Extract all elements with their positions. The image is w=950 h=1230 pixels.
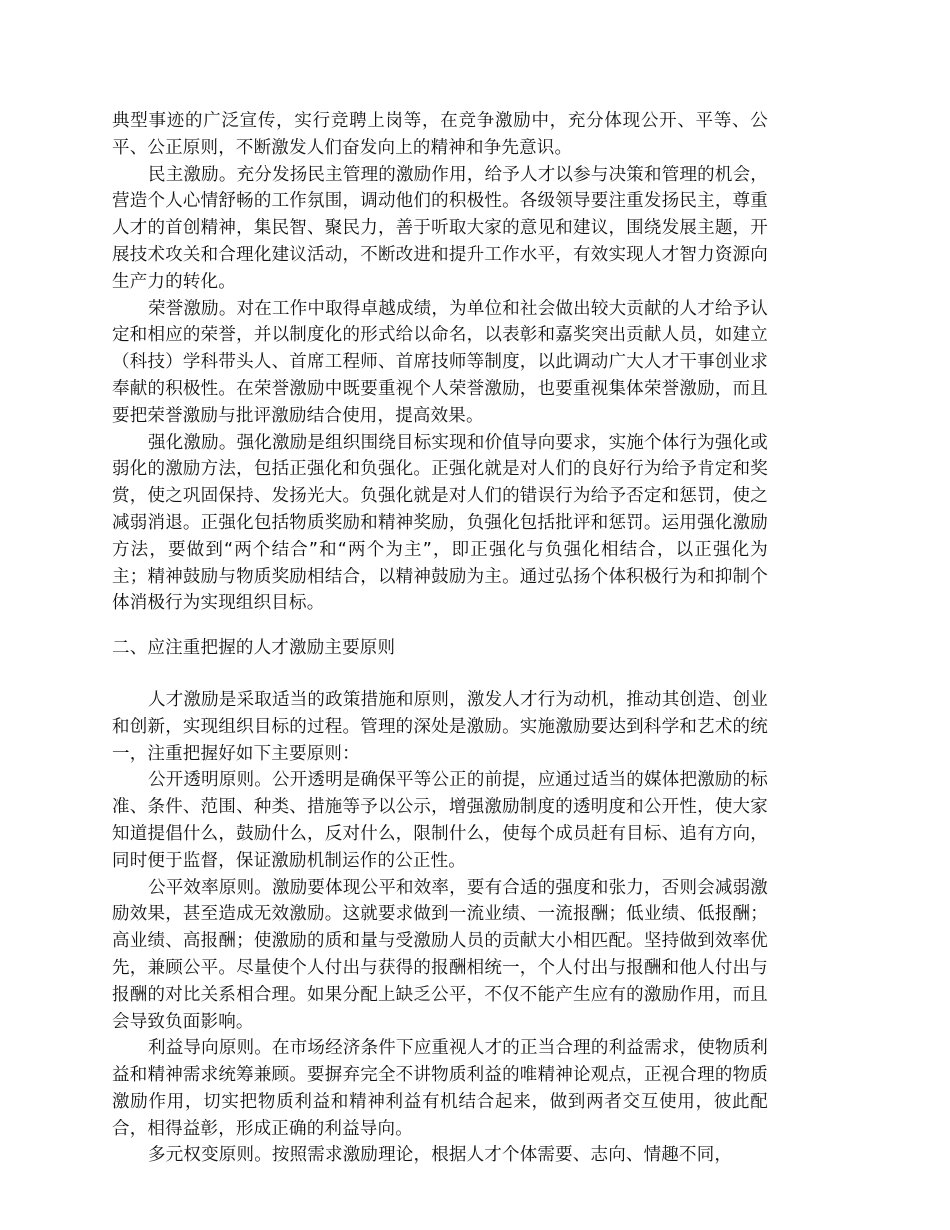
paragraph-transparency-principle: 公开透明原则。公开透明是确保平等公正的前提，应通过适当的媒体把激励的标准、条件、范围、种类、措施等予以公示，增强激励制度的透明度和公开性，使大家知道提倡什么，鼓励什么，反对什么，限制什么，使每个成员赶有目标、追有方向，同时便于监督，保证激励机制运作的公正性。	[112, 770, 768, 871]
paragraph-continuation: 典型事迹的广泛宣传，实行竞聘上岗等，在竞争激励中，充分体现公开、平等、公平、公正原则，不断激发人们奋发向上的精神和争先意识。	[112, 111, 768, 158]
paragraph-interest-principle: 利益导向原则。在市场经济条件下应重视人才的正当合理的利益需求，使物质利益和精神需求统筹兼顾。要摒弃完全不讲物质利益的唯精神论观点，正视合理的物质激励作用，切实把物质利益和精神利益有机结合起来，做到两者交互使用，彼此配合，相得益彰，形成正确的利益导向。	[112, 1038, 768, 1139]
spacer	[112, 662, 768, 687]
paragraph-principles-intro: 人才激励是采取适当的政策措施和原则，激发人才行为动机，推动其创造、创业和创新，实现组织目标的过程。管理的深处是激励。实施激励要达到科学和艺术的统一，注重把握好如下主要原则：	[112, 689, 768, 764]
paragraph-reinforcement-incentive: 强化激励。强化激励是组织围绕目标实现和价值导向要求，实施个体行为强化或弱化的激励方法，包括正强化和负强化。正强化就是对人们的良好行为给予肯定和奖赏，使之巩固保持、发扬光大。负强化就是对人们的错误行为给予否定和惩罚，使之减弱消退。正强化包括物质奖励和精神奖励，负强化包括批评和惩罚。运用强化激励方法，要做到“两个结合”和“两个为主”，即正强化与负强化相结合，以正强化为主；精神鼓励与物质奖励相结合，以精神鼓励为主。通过弘扬个体积极行为和抑制个体消极行为实现组织目标。	[112, 432, 768, 614]
paragraph-honor-incentive: 荣誉激励。对在工作中取得卓越成绩，为单位和社会做出较大贡献的人才给予认定和相应的荣誉，并以制度化的形式给以命名，以表彰和嘉奖突出贡献人员，如建立（科技）学科带头人、首席工程师、首席技师等制度，以此调动广大人才干事创业求奉献的积极性。在荣誉激励中既要重视个人荣誉激励，也要重视集体荣誉激励，而且要把荣誉激励与批评激励结合使用，提高效果。	[112, 298, 768, 426]
paragraph-flexible-principle: 多元权变原则。按照需求激励理论，根据人才个体需要、志向、情趣不同，	[148, 1145, 733, 1166]
section-heading: 二、应注重把握的人才激励主要原则	[112, 638, 396, 659]
paragraph-fairness-principle: 公平效率原则。激励要体现公平和效率，要有合适的强度和张力，否则会减弱激励效果，甚至造成无效激励。这就要求做到一流业绩、一流报酬；低业绩、低报酬；高业绩、高报酬；使激励的质和量与受激励人员的贡献大小相匹配。坚持做到效率优先，兼顾公平。尽量使个人付出与获得的报酬相统一，个人付出与报酬和他人付出与报酬的对比关系相合理。如果分配上缺乏公平，不仅不能产生应有的激励作用，而且会导致负面影响。	[112, 877, 768, 1032]
spacer	[112, 617, 768, 635]
paragraph-democratic-incentive: 民主激励。充分发扬民主管理的激励作用，给予人才以参与决策和管理的机会，营造个人心情舒畅的工作氛围，调动他们的积极性。各级领导要注重发扬民主，尊重人才的首创精神，集民智、聚民力，善于听取大家的意见和建议，围绕发展主题，开展技术攻关和合理化建议活动，不断改进和提升工作水平，有效实现人才智力资源向生产力的转化。	[112, 164, 768, 292]
